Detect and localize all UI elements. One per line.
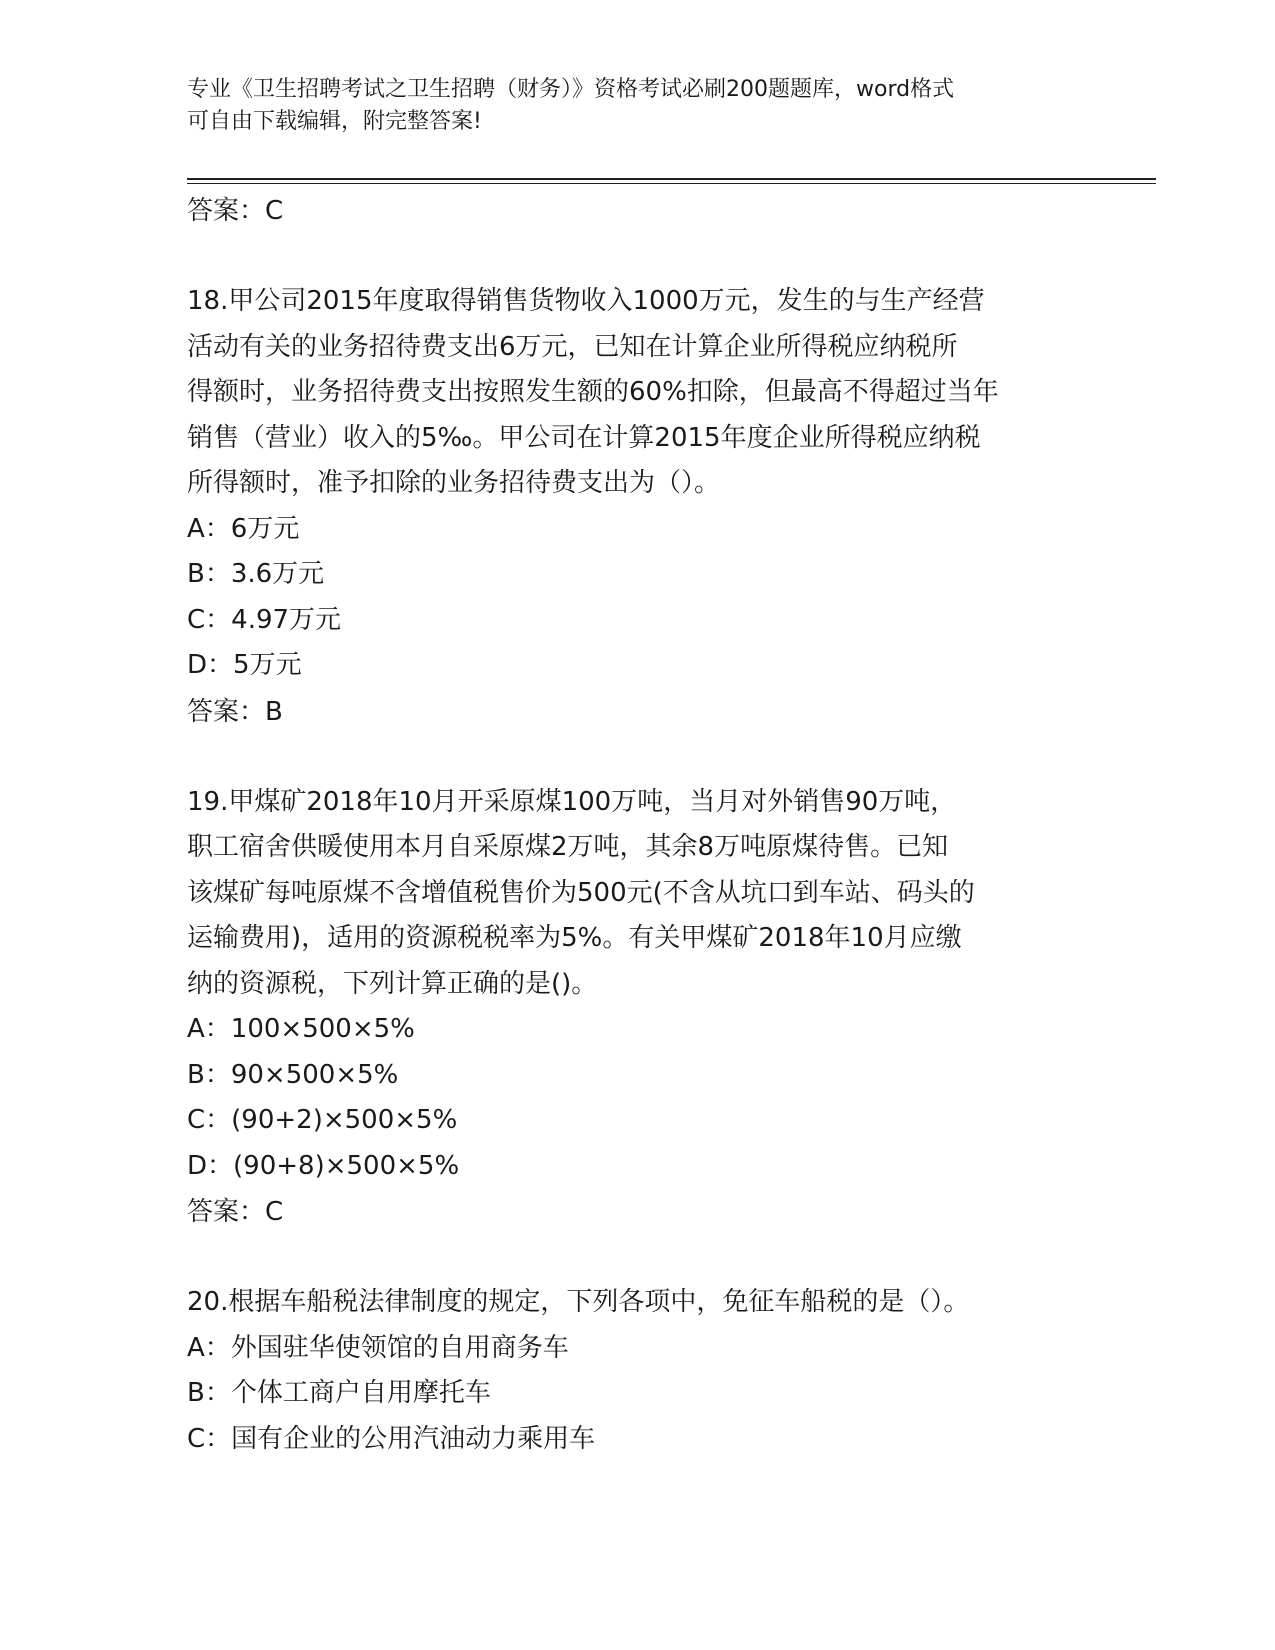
option-b: B：个体工商户自用摩托车 <box>187 1378 491 1408</box>
question-18 <box>187 279 1087 735</box>
stem-line: 18.甲公司2015年度取得销售货物收入1000万元，发生的与生产经营 <box>187 286 985 316</box>
option-c: C：国有企业的公用汽油动力乘用车 <box>187 1423 596 1454</box>
answer-line: 答案：B <box>187 696 283 727</box>
stem-line: 得额时，业务招待费支出按照发生额的60%扣除，但最高不得超过当年 <box>187 377 999 407</box>
stem-line: 职工宿舍供暖使用本月自采原煤2万吨，其余8万吨原煤待售。已知 <box>187 832 949 862</box>
header-line-2: 可自由下载编辑，附完整答案! <box>187 109 482 134</box>
option-a: A：6万元 <box>187 513 300 544</box>
stem-line: 活动有关的业务招待费支出6万元，已知在计算企业所得税应纳税所 <box>187 331 958 362</box>
stem-line: 销售（营业）收入的5‰。甲公司在计算2015年度企业所得税应纳税 <box>187 422 981 453</box>
header-rule-thin <box>187 183 1156 184</box>
stem-line: 该煤矿每吨原煤不含增值税售价为500元(不含从坑口到车站、码头的 <box>187 877 975 908</box>
question-20 <box>187 1280 1087 1462</box>
document-header <box>187 74 1067 138</box>
question-stem <box>187 780 1087 1008</box>
option-c: C：(90+2)×500×5% <box>187 1105 458 1135</box>
option-b: B：90×500×5% <box>187 1059 399 1090</box>
document-body <box>187 188 1087 1462</box>
question-stem <box>187 279 1087 507</box>
header-line-1: 专业《卫生招聘考试之卫生招聘（财务）》资格考试必刷200题题库，word格式 <box>187 77 955 102</box>
option-d: D：5万元 <box>187 650 302 680</box>
option-d: D：(90+8)×500×5% <box>187 1150 460 1181</box>
answer-line: 答案：C <box>187 1197 284 1227</box>
question-19 <box>187 780 1087 1236</box>
header-rule-thick <box>187 178 1156 180</box>
question-stem <box>187 1280 1087 1326</box>
option-a: A：外国驻华使领馆的自用商务车 <box>187 1332 569 1363</box>
answer-line: 答案：C <box>187 196 284 226</box>
option-b: B：3.6万元 <box>187 559 325 589</box>
option-a: A：100×500×5% <box>187 1014 415 1044</box>
stem-line: 19.甲煤矿2018年10月开采原煤100万吨，当月对外销售90万吨， <box>187 786 957 817</box>
stem-line: 20.根据车船税法律制度的规定，下列各项中，免征车船税的是（）。 <box>187 1287 970 1317</box>
stem-line: 纳的资源税，下列计算正确的是()。 <box>187 968 598 999</box>
option-c: C：4.97万元 <box>187 604 342 635</box>
stem-line: 运输费用)，适用的资源税税率为5%。有关甲煤矿2018年10月应缴 <box>187 923 962 953</box>
stem-line: 所得额时，准予扣除的业务招待费支出为（）。 <box>187 468 721 498</box>
